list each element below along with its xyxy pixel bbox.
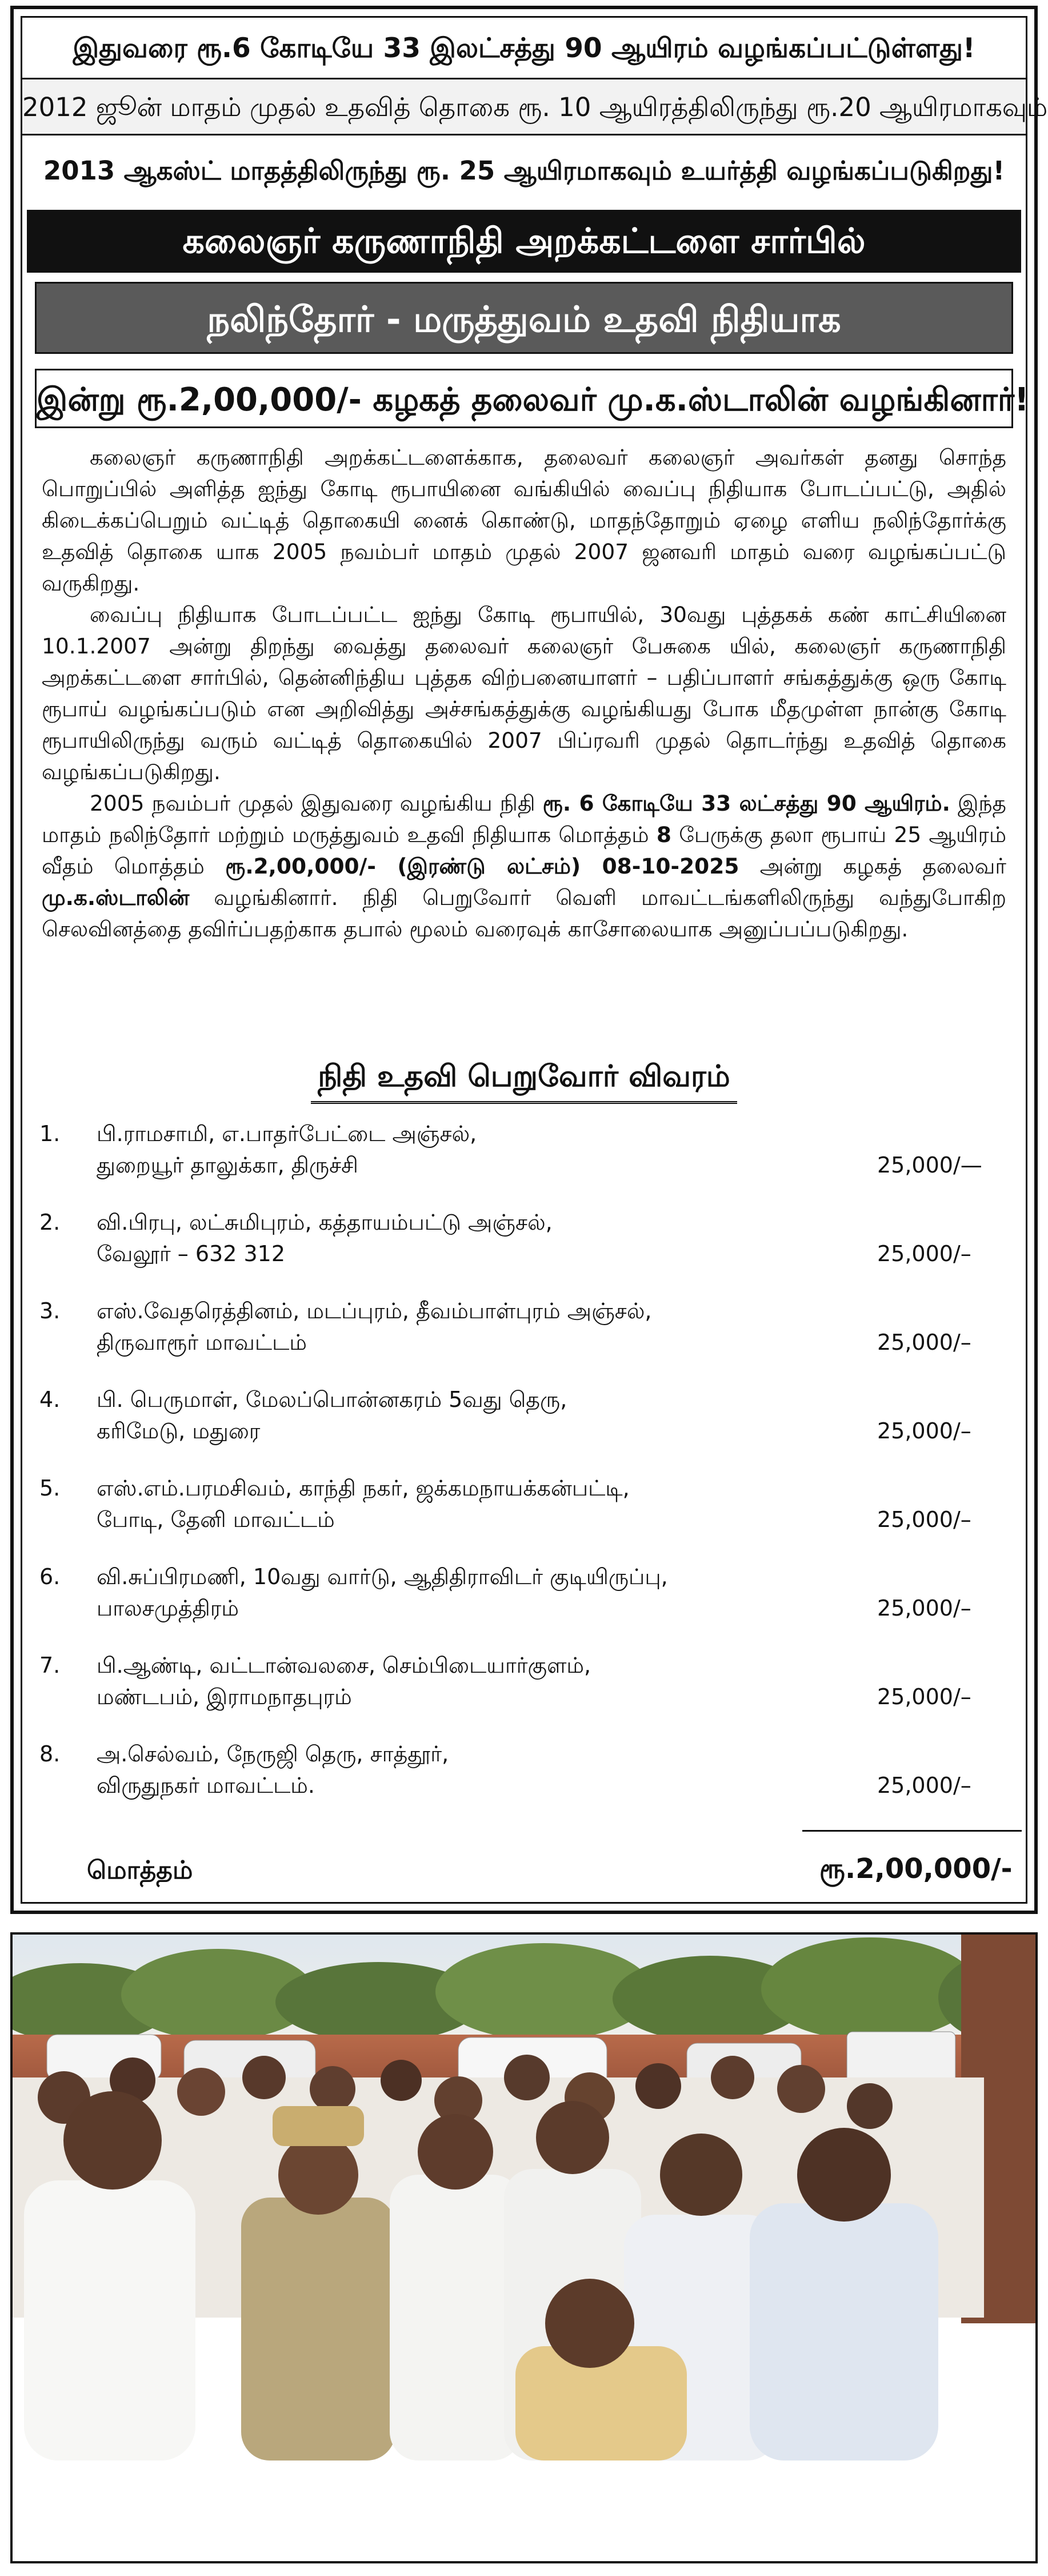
address-line-2: மண்டபம், இராமநாதபுரம் [97,1684,352,1709]
item-address [97,1295,862,1358]
para3-count: 8 [656,822,671,847]
para3-text-e: பேருக்கு தலா ரூபாய் 25 ஆயிரம் வீதம் மொத்தம் [42,822,1007,879]
total-value: ரூ.2,00,000/- [819,1853,1013,1885]
list-item [39,1384,1009,1453]
body-paragraph-3 [42,788,1006,945]
headline-2013-increase: 2013 ஆகஸ்ட் மாதத்திலிருந்து ரூ. 25 ஆயிரமாகவும் உயர்த்தி வழங்கப்படுகிறது! [43,155,1005,186]
address-line-1: பி.ராமசாமி, எ.பாதர்பேட்டை அஞ்சல், [97,1121,477,1146]
announcement-panel [10,6,1048,1914]
photo-illustration [13,1935,1035,2561]
item-amount: 25,000/– [877,1330,971,1355]
banner-trust-name: கலைஞர் கருணாநிதி அறக்கட்டளை சார்பில் [27,210,1021,273]
total-divider [802,1830,1022,1832]
headline-2012-increase: 2012 ஜூன் மாதம் முதல் உதவித் தொகை ரூ. 10 ஆயிரத்திலிருந்து ரூ.20 ஆயிரமாகவும் [22,79,1026,135]
para3-text-g: அன்று கழகத் தலைவர் [739,854,1006,879]
list-item [39,1738,1009,1807]
item-number: 1. [39,1121,61,1146]
address-line-1: வி.சுப்பிரமணி, 10வது வார்டு, ஆதிதிராவிடர் குடியிருப்பு, [97,1564,668,1589]
address-line-1: வி.பிரபு, லட்சுமிபுரம், கத்தாயம்பட்டு அஞ்சல், [97,1210,553,1235]
item-amount: 25,000/– [877,1596,971,1621]
item-address [97,1561,862,1624]
item-number: 8. [39,1741,61,1766]
para3-text-c: இந்த மாதம் நலிந்தோர் மற்றும் மருத்துவம் உதவி நிதியாக மொத்தம் [42,791,1006,847]
address-line-2: வேலூர் – 632 312 [97,1241,285,1266]
item-number: 2. [39,1210,61,1235]
address-line-1: பி. பெருமாள், மேலப்பொன்னகரம் 5வது தெரு, [97,1387,567,1412]
item-amount: 25,000/– [877,1507,971,1532]
article-body [42,442,1006,945]
list-item [39,1295,1009,1364]
para3-text-a: 2005 நவம்பர் முதல் இதுவரை வழங்கிய நிதி [90,791,543,816]
address-line-2: விருதுநகர் மாவட்டம். [97,1773,315,1798]
list-item [39,1207,1009,1275]
address-line-2: பாலசமுத்திரம் [97,1596,239,1621]
body-paragraph-1: கலைஞர் கருணாநிதி அறக்கட்டளைக்காக, தலைவர் கலைஞர் அவர்கள் தனது சொந்த பொறுப்பில் அளித்த ஐந்து கோடி ரூபாயினை வங்கியில் வைப்பு நிதியாக போடப்பட்டு, அதில் கிடைக்கப்பெறும் வட்டித் தொகையி னைக் கொண்டு, மாதந்தோறும் ஏழை எளிய நலிந்தோர்க்கு உதவித் தொகை யாக 2005 நவம்பர் மாதம் முதல் 2007 ஜனவரி மாதம் வரை வழங்கப்பட்டு வருகிறது. [42,445,1006,596]
item-address [97,1384,862,1447]
headline-main: இன்று ரூ.2,00,000/- கழகத் தலைவர் மு.க.ஸ்டாலின் வழங்கினார்! [35,369,1013,428]
item-address [97,1473,862,1536]
banner-fund-purpose: நலிந்தோர் - மருத்துவம் உதவி நிதியாக [35,282,1013,354]
list-item [39,1561,1009,1630]
headline-total-disbursed: இதுவரை ரூ.6 கோடியே 33 இலட்சத்து 90 ஆயிரம் வழங்கப்பட்டுள்ளது! [22,18,1026,79]
item-address [97,1118,862,1181]
item-amount: 25,000/— [877,1153,982,1178]
item-number: 4. [39,1387,61,1412]
address-line-1: பி.ஆண்டி, வட்டான்வலசை, செம்பிடையார்குளம், [97,1653,591,1678]
item-number: 5. [39,1476,61,1501]
total-label: மொத்தம் [87,1856,193,1885]
body-paragraph-2: வைப்பு நிதியாக போடப்பட்ட ஐந்து கோடி ரூபாயில், 30வது புத்தகக் கண் காட்சியினை 10.1.2007 அன்று திறந்து வைத்து தலைவர் கலைஞர் பேசுகை யில், கலைஞர் கருணாநிதி அறக்கட்டளை சார்பில், தென்னிந்திய புத்தக விற்பனையாளர் – பதிப்பாளர் சங்கத்துக்கு ஒரு கோடி ரூபாய் வழங்கப்படும் என அறிவித்து அச்சங்கத்துக்கு வழங்கியது போக மீதமுள்ள நான்கு கோடி ரூபாயிலிருந்து வரும் வட்டித் தொகையில் 2007 பிப்ரவரி முதல் தொடர்ந்து உதவித் தொகை வழங்கப்படுகிறது. [42,602,1006,784]
item-amount: 25,000/– [877,1418,971,1443]
list-title: நிதி உதவி பெறுவோர் விவரம் [311,1059,737,1104]
address-line-1: எஸ்.வேதரெத்தினம், மடப்புரம், தீவம்பாள்புரம் அஞ்சல், [97,1298,652,1323]
address-line-2: போடி, தேனி மாவட்டம் [97,1507,335,1532]
list-item [39,1118,1009,1187]
list-title-wrap [22,1059,1026,1104]
item-amount: 25,000/– [877,1773,971,1798]
item-address [97,1738,862,1801]
list-item [39,1473,1009,1541]
address-line-2: துறையூர் தாலுக்கா, திருச்சி [97,1153,358,1178]
item-address [97,1207,862,1270]
address-line-2: திருவாரூர் மாவட்டம் [97,1330,307,1355]
item-amount: 25,000/– [877,1241,971,1266]
list-item [39,1650,1009,1718]
item-number: 3. [39,1298,61,1323]
address-line-2: கரிமேடு, மதுரை [97,1418,261,1443]
para3-leader-name: மு.க.ஸ்டாலின் [42,885,190,910]
address-line-1: எஸ்.எம்.பரமசிவம், காந்தி நகர், ஜக்கமநாயக்கன்பட்டி, [97,1476,630,1501]
item-number: 7. [39,1653,61,1678]
item-number: 6. [39,1564,61,1589]
para3-amount-date: ரூ.2,00,000/- (இரண்டு லட்சம்) 08-10-2025 [225,854,739,879]
para3-amount-total: ரூ. 6 கோடியே 33 லட்சத்து 90 ஆயிரம். [542,791,950,816]
announcement-inner-frame [21,16,1048,1904]
news-photo [10,1932,1038,2563]
item-address [97,1650,862,1713]
para3-text-i: வழங்கினார். நிதி பெறுவோர் வெளி மாவட்டங்களிலிருந்து வந்துபோகிற செலவினத்தை தவிர்ப்பதற்காக தபால் மூலம் வரைவுக் காசோலையாக அனுப்பப்படுகிறது. [42,885,1006,942]
item-amount: 25,000/– [877,1684,971,1709]
address-line-1: அ.செல்வம், நேருஜி தெரு, சாத்தூர், [97,1741,449,1766]
